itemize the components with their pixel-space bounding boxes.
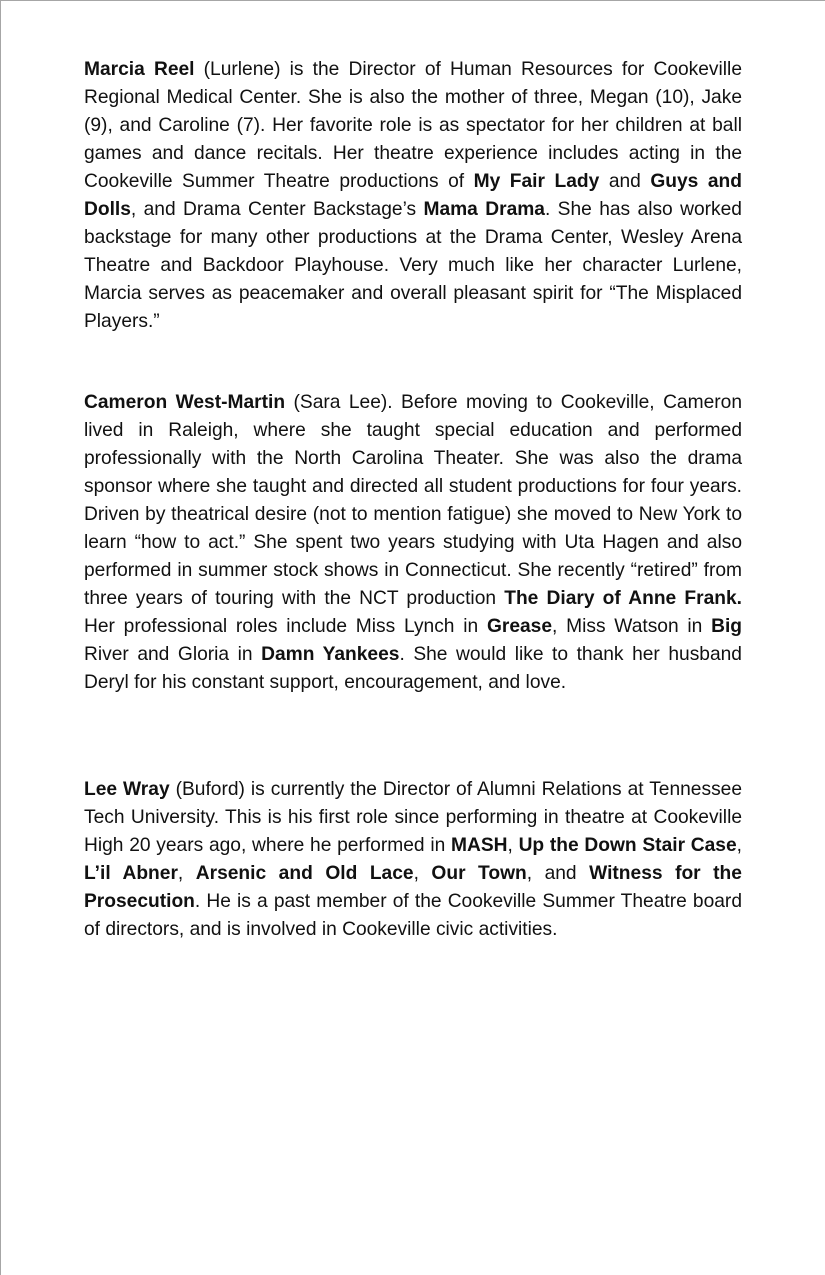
bio-text: . He is a past member of the Cookeville Summer Theatre board of directors, and is involved in Cookeville civic activities. xyxy=(84,891,742,940)
bio-name: Marcia Reel xyxy=(84,59,195,80)
bio-lee-wray xyxy=(84,776,742,944)
bio-text: (Sara Lee). Before moving to Cookeville, Cameron lived in Raleigh, where she taught special education and performed professionally with the North Carolina Theater. She was also the drama sponsor where she taught and directed all student productions for four years. Driven by theatrical desire (not to mention fatigue) she moved to New York to learn “how to act.” She spent two years studying with Uta Hagen and also performed in summer stock shows in Connecticut. She recently “retired” from three years of touring with the NCT production xyxy=(84,392,742,609)
bold-title: Guys and Dolls xyxy=(84,171,742,220)
bold-title: Our Town xyxy=(431,863,527,884)
bold-title: Witness for the Prosecution xyxy=(84,863,742,912)
bold-title: The Diary of Anne Frank. xyxy=(504,588,742,609)
bio-text: (Buford) is currently the Director of Alumni Relations at Tennessee Tech University. This is his first role since performing in theatre at Cookeville High 20 years ago, where he performed in xyxy=(84,779,743,856)
bold-title: Big xyxy=(711,616,743,637)
bold-title: Grease xyxy=(486,616,553,637)
bio-text: . She has also worked backstage for many other productions at the Drama Center, Wesley Arena Theatre and Backdoor Playhouse. Very much like her character Lurlene, Marcia serves as peacemaker and overall pleasant spirit for “The Misplaced Players.” xyxy=(84,199,742,332)
bold-title: My Fair Lady xyxy=(473,171,600,192)
bio-text: , Miss Watson in xyxy=(552,616,712,637)
bold-title: Mama Drama xyxy=(423,199,545,220)
bio-text: , xyxy=(177,863,196,884)
bio-text: Her professional roles include Miss Lynch in xyxy=(84,616,487,637)
bio-text: (Lurlene) is the Director of Human Resources for Cookeville Regional Medical Center. She is also the mother of three, Megan (10), Jake (9), and Caroline (7). Her favorite role is as spectator for her children at ball games and dance recitals. Her theatre experience includes acting in the Cookeville Summer Theatre productions of xyxy=(84,59,742,192)
bold-title: L’il Abner xyxy=(84,863,178,884)
bio-text: River and Gloria in xyxy=(84,644,262,665)
bio-name: Cameron West-Martin xyxy=(84,392,286,413)
bio-text: , xyxy=(736,835,742,856)
bold-title: Damn Yankees xyxy=(261,644,400,665)
bio-text: , xyxy=(507,835,519,856)
bio-text: , and xyxy=(526,863,590,884)
bio-name: Lee Wray xyxy=(84,779,170,800)
bio-text: , and Drama Center Backstage’s xyxy=(130,199,424,220)
bio-cameron-west-martin xyxy=(84,389,742,697)
bold-title: Up the Down Stair Case xyxy=(518,835,737,856)
bold-title: Arsenic and Old Lace xyxy=(195,863,414,884)
bold-title: MASH xyxy=(451,835,508,856)
bio-text: , xyxy=(413,863,432,884)
bio-marcia-reel xyxy=(84,56,742,336)
bio-text: . She would like to thank her husband Deryl for his constant support, encouragement, and love. xyxy=(84,644,742,693)
bio-text: and xyxy=(599,171,651,192)
